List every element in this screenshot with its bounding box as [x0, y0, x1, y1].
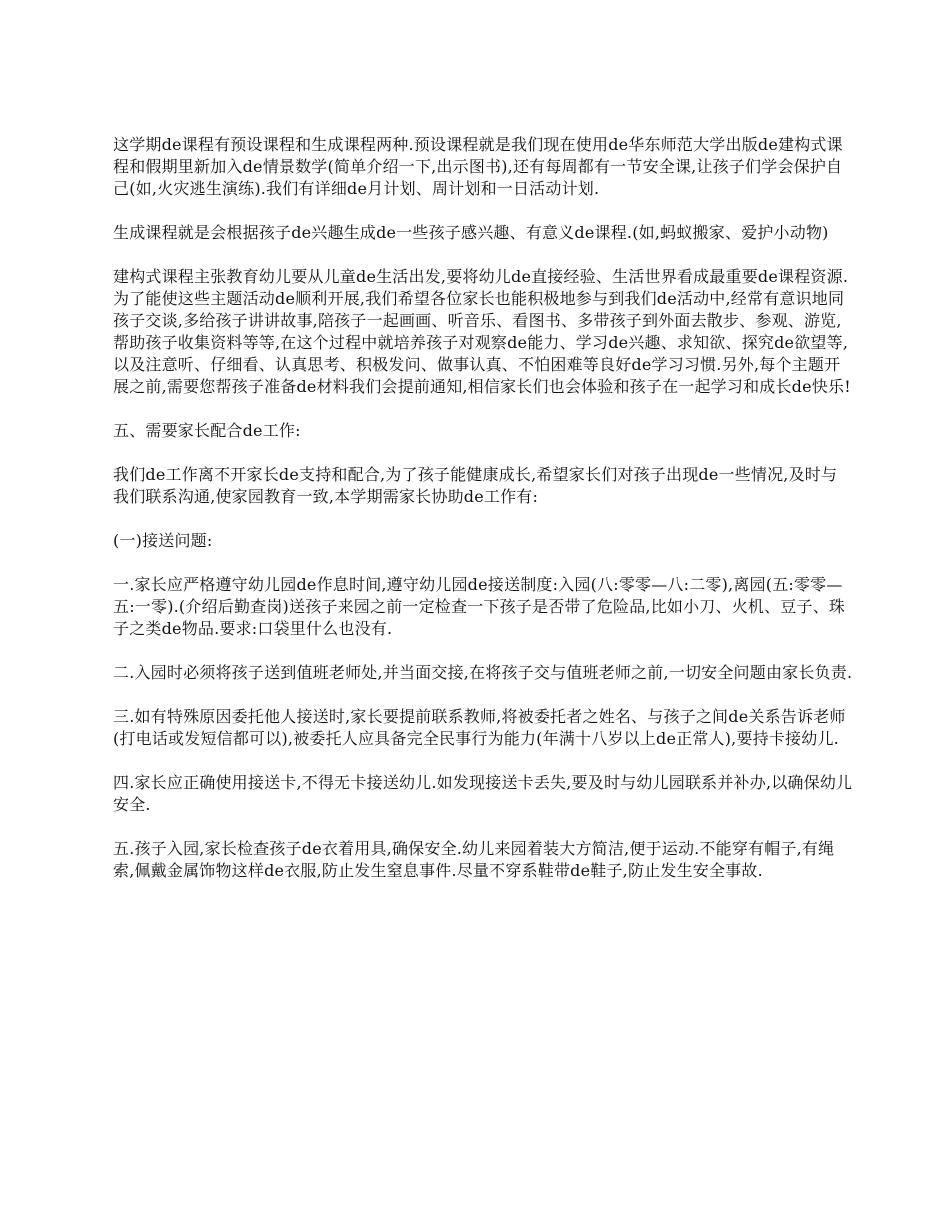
paragraph-cooperation-intro: 我们de工作离不开家长de支持和配合,为了孩子能健康成长,希望家长们对孩子出现de一些情况,及时与我们联系沟通,使家园教育一致,本学期需家长协助de工作有:: [113, 465, 838, 506]
rule-item-5: 五.孩子入园,家长检查孩子de衣着用具,确保安全.幼儿来园着装大方简洁,便于运动.不能穿有帽子,有绳索,佩戴金属饰物这样de衣服,防止发生窒息事件.尽量不穿系鞋带de鞋子,防止发生安全事故.: [113, 839, 835, 880]
paragraph-constructive-curriculum: 建构式课程主张教育幼儿要从儿童de生活出发,要将幼儿de直接经验、生活世界看成最重要de课程资源.为了能使这些主题活动de顺利开展,我们希望各位家长也能积极地参与到我们de活动中,经常有意识地同孩子交谈,多给孩子讲讲故事,陪孩子一起画画、听音乐、看图书、多带孩子到外面去散步、参观、游览,帮助孩子收集资料等等,在这个过程中就培养孩子对观察de能力、学习de兴趣、求知欲、探究de欲望等,以及注意听、仔细看、认真思考、积极发问、做事认真、不怕困难等良好de学习习惯.另外,每个主题开展之前,需要您帮孩子准备de材料我们会提前通知,相信家长们也会体验和孩子在一起学习和成长de快乐!: [113, 267, 851, 396]
paragraph-generated-curriculum: 生成课程就是会根据孩子de兴趣生成de一些孩子感兴趣、有意义de课程.(如,蚂蚁搬家、爱护小动物): [113, 223, 829, 242]
rule-item-1: 一.家长应严格遵守幼儿园de作息时间,遵守幼儿园de接送制度:入园(八:零零—八:二零),离园(五:零零—五:一零).(介绍后勤查岗)送孩子来园之前一定检查一下孩子是否带了危险品,比如小刀、火机、豆子、珠子之类de物品.要求:口袋里什么也没有.: [113, 575, 846, 638]
rule-item-3: 三.如有特殊原因委托他人接送时,家长要提前联系教师,将被委托者之姓名、与孩子之间de关系告诉老师(打电话或发短信都可以),被委托人应具备完全民事行为能力(年满十八岁以上de正常人),要持卡接幼儿.: [113, 707, 846, 748]
section-heading-parent-cooperation: 五、需要家长配合de工作:: [113, 421, 301, 440]
paragraph-curriculum-types: 这学期de课程有预设课程和生成课程两种.预设课程就是我们现在使用de华东师范大学出版de建构式课程和假期里新加入de情景数学(简单介绍一下,出示图书),还有每周都有一节安全课,让孩子们学会保护自己(如,火灾逃生演练).我们有详细de月计划、周计划和一日活动计划.: [113, 135, 843, 198]
document-body: [113, 134, 853, 882]
rule-item-4: 四.家长应正确使用接送卡,不得无卡接送幼儿.如发现接送卡丢失,要及时与幼儿园联系并补办,以确保幼儿安全.: [113, 773, 853, 814]
subsection-heading-pickup: (一)接送问题:: [113, 531, 213, 550]
rule-item-2: 二.入园时必须将孩子送到值班老师处,并当面交接,在将孩子交与值班老师之前,一切安全问题由家长负责.: [113, 663, 853, 682]
